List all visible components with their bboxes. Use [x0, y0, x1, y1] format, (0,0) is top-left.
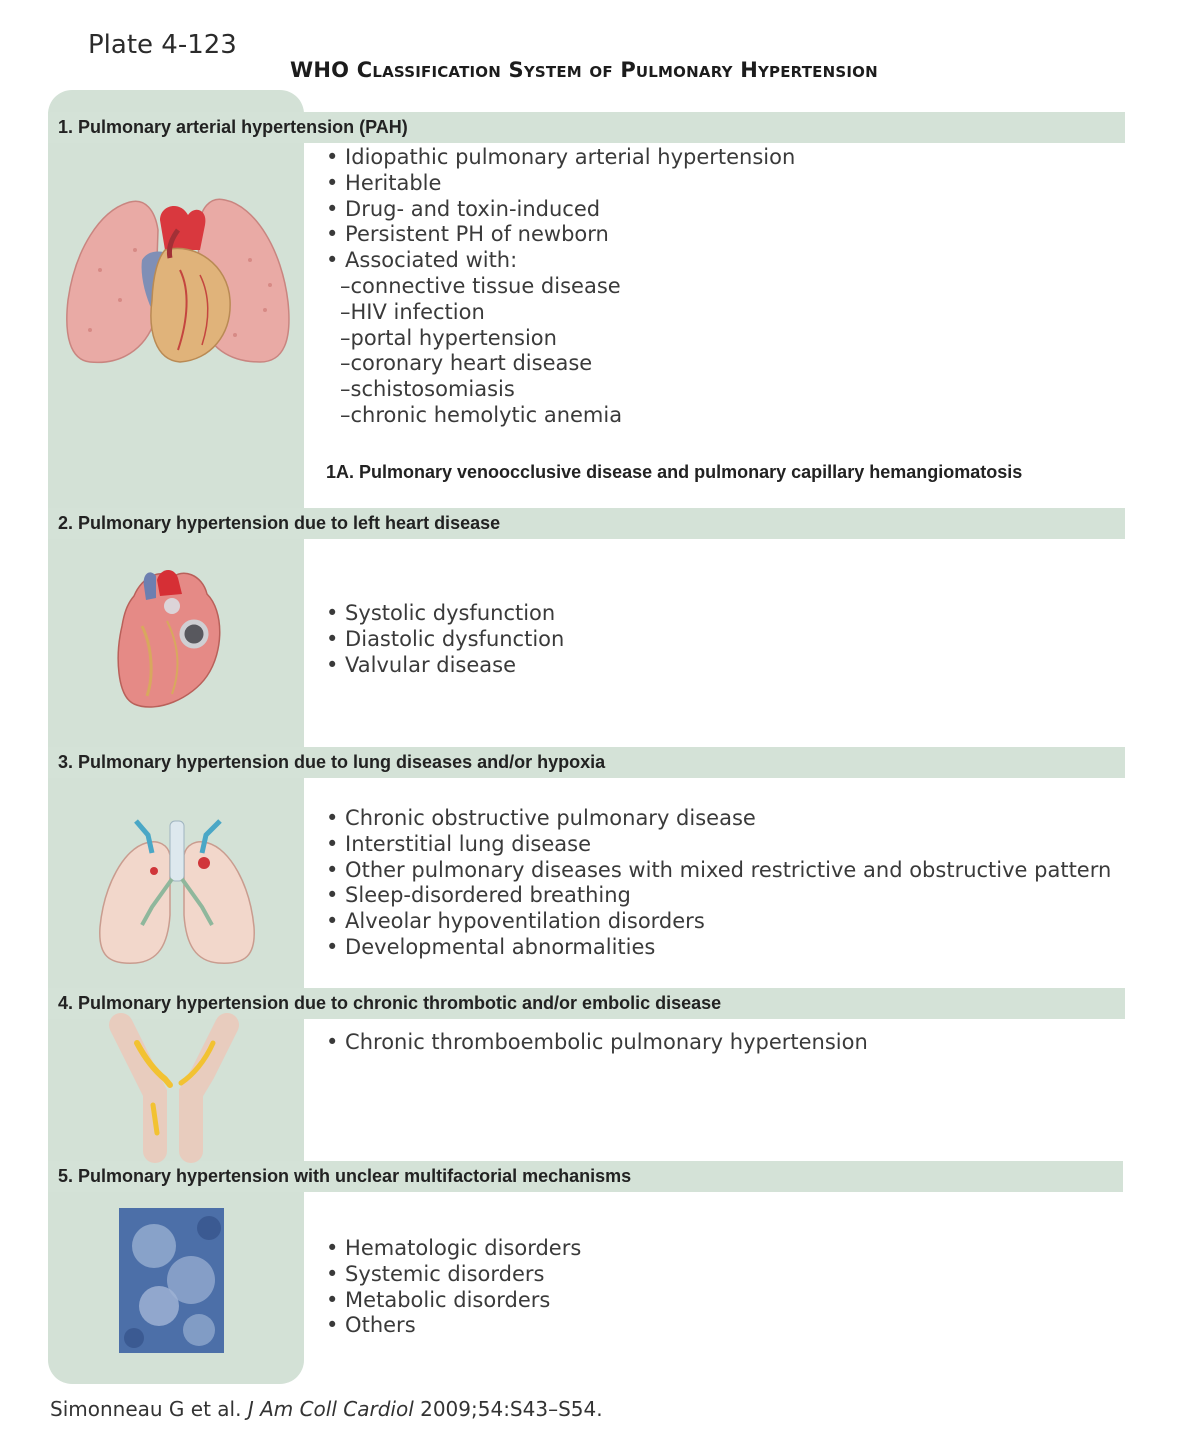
page-title: WHO Classification System of Pulmonary Hypertension — [290, 58, 878, 82]
list-item: • Systemic disorders — [326, 1261, 545, 1286]
list-item: • Idiopathic pulmonary arterial hypertension — [326, 145, 796, 169]
list-item: • Systolic dysfunction — [326, 601, 556, 625]
list-subitem: –chronic hemolytic anemia — [340, 402, 623, 427]
section-3-header — [48, 747, 1125, 778]
section-1a-heading: 1A. Pulmonary venoocclusive disease and pulmonary capillary hemangiomatosis — [326, 462, 1023, 482]
section-5-list — [326, 1236, 581, 1339]
list-subitem: –schistosomiasis — [340, 377, 515, 402]
list-item: • Heritable — [326, 170, 442, 195]
lungs-airway-icon — [96, 815, 258, 967]
list-item: • Other pulmonary diseases with mixed restrictive and obstructive pattern — [326, 857, 1112, 882]
list-item: • Alveolar hypoventilation disorders — [326, 909, 705, 934]
list-item: • Associated with: — [326, 248, 518, 273]
list-item: • Chronic thromboembolic pulmonary hypertension — [326, 1030, 868, 1054]
section-heading: 4. Pulmonary hypertension due to chronic thrombotic and/or embolic disease — [58, 993, 722, 1013]
section-4-header — [48, 988, 1125, 1019]
list-item: • Metabolic disorders — [326, 1287, 551, 1312]
list-item: • Others — [326, 1313, 416, 1338]
lungs-and-heart-icon — [60, 190, 295, 385]
list-item: • Persistent PH of newborn — [326, 222, 609, 247]
section-2-header — [48, 508, 1125, 539]
section-heading: 3. Pulmonary hypertension due to lung diseases and/or hypoxia — [58, 752, 606, 772]
section-4-list — [326, 1030, 868, 1056]
list-item: • Valvular disease — [326, 652, 517, 677]
list-item: • Chronic obstructive pulmonary disease — [326, 806, 756, 830]
thrombus-vessel-icon — [115, 1023, 233, 1153]
section-heading: 5. Pulmonary hypertension with unclear multifactorial mechanisms — [58, 1166, 632, 1186]
section-2-list — [326, 601, 564, 678]
section-1-header — [48, 112, 1125, 143]
list-item: • Interstitial lung disease — [326, 831, 592, 856]
plate-number: Plate 4-123 — [88, 30, 237, 60]
section-3-list — [326, 806, 1111, 961]
section-5-header — [48, 1161, 1123, 1192]
section-1-list — [326, 145, 795, 429]
list-subitem: –connective tissue disease — [340, 273, 621, 298]
histology-icon — [119, 1208, 224, 1353]
list-item: • Developmental abnormalities — [326, 934, 656, 959]
section-heading: 1. Pulmonary arterial hypertension (PAH) — [58, 117, 408, 137]
section-heading: 2. Pulmonary hypertension due to left heart disease — [58, 513, 501, 533]
list-item: • Hematologic disorders — [326, 1236, 582, 1260]
list-item: • Sleep-disordered breathing — [326, 883, 631, 908]
list-subitem: –portal hypertension — [340, 325, 557, 350]
citation-journal: J Am Coll Cardiol — [247, 1397, 414, 1421]
citation — [50, 1397, 603, 1421]
list-item: • Drug- and toxin-induced — [326, 196, 601, 221]
list-item: • Diastolic dysfunction — [326, 626, 565, 651]
citation-authors: Simonneau G et al. — [50, 1397, 242, 1421]
citation-details: 2009;54:S43–S54. — [420, 1397, 603, 1421]
heart-icon — [112, 566, 227, 714]
list-subitem: –HIV infection — [340, 299, 485, 324]
list-subitem: –coronary heart disease — [340, 351, 593, 376]
